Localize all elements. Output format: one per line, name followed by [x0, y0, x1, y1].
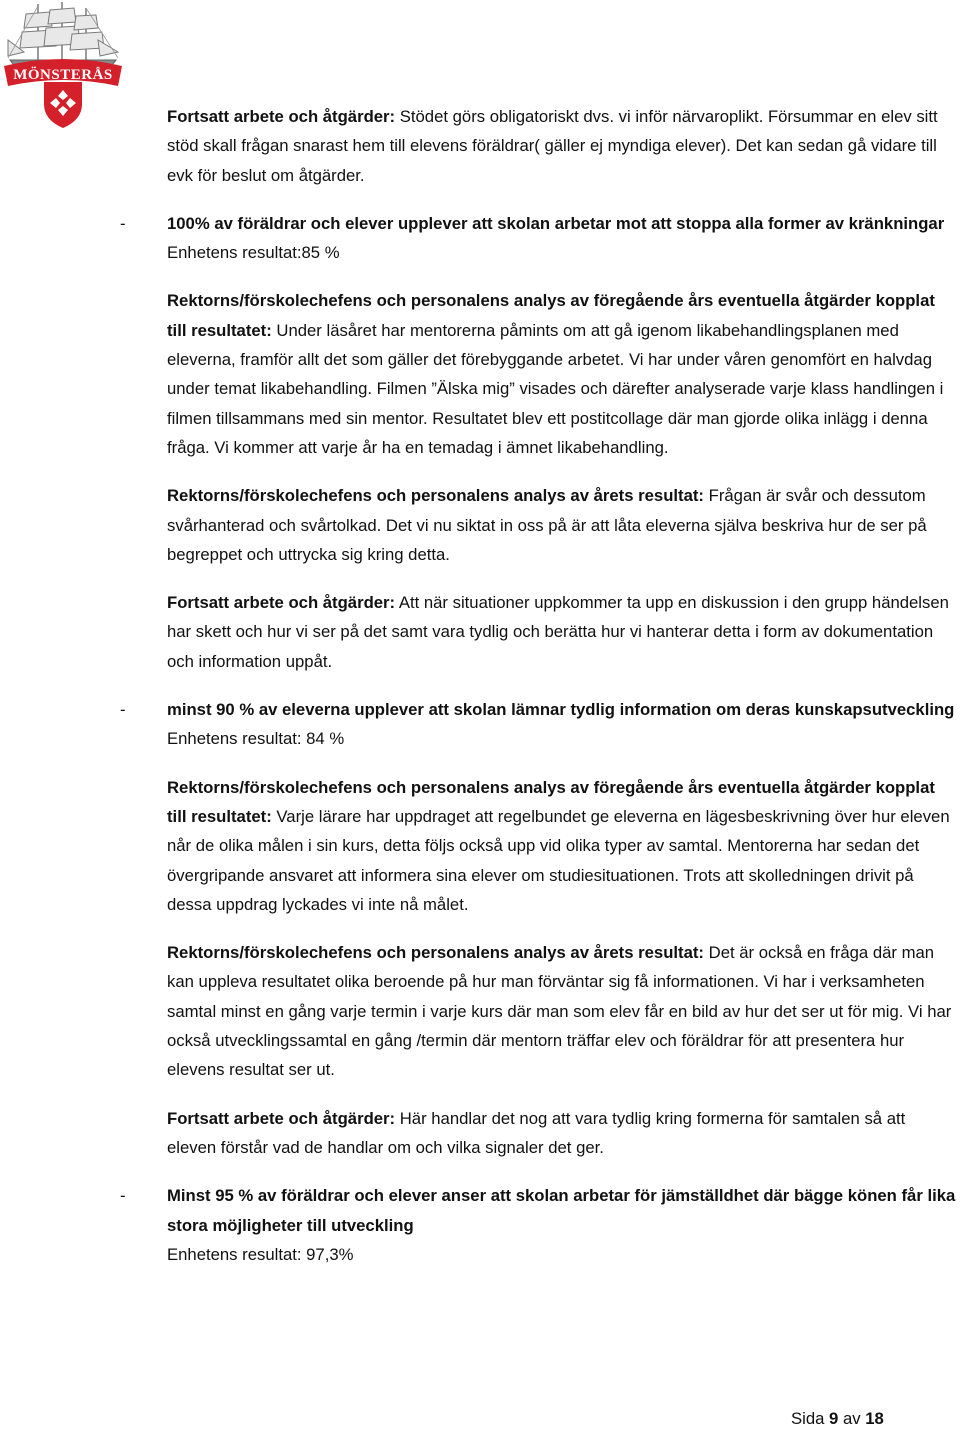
- logo-text: [0, 0, 126, 130]
- paragraph-text: Det är också en fråga där man kan uppleva resultatet olika beroende på hur man förväntar sig få informationen. Vi har i verksamheten samtal minst en gång varje termin i varje kurs där man som elev får en bild av hur det ser ut för mig. Vi har också utvecklingssamtal en gång /termin där mentorn träffar elev och föräldrar för att presentera hur elevens resultat ser ut.: [167, 943, 952, 1080]
- total-pages: 18: [865, 1409, 884, 1428]
- goal-item: [120, 209, 957, 268]
- goal-result: Enhetens resultat: 84 %: [167, 729, 345, 749]
- paragraph-text: Under läsåret har mentorerna påmints om att gå igenom likabehandlingsplanen med eleverna, framför allt det som gäller det förebyggande arbetet. Vi har under våren genomfört en halvdag under temat likabehandling. Filmen ”Älska mig” visades och därefter analyserade varje klass handlingen i filmen tillsammans med sin mentor. Resultatet blev ett postitcollage där man gjorde olika inlägg i denna fråga. Vi kommer att varje år ha en temadag i ämnet likabehandling.: [167, 320, 944, 457]
- goal-title: minst 90 % av eleverna upplever att skolan lämnar tydlig information om deras kunskapsutveckling: [167, 700, 955, 720]
- paragraph-label: Fortsatt arbete och åtgärder:: [167, 593, 396, 613]
- municipality-logo: [0, 0, 126, 130]
- paragraph-label: Rektorns/förskolechefens och personalens analys av föregående års eventuella åtgärder kopplat till resultatet:: [167, 291, 935, 340]
- list-dash: -: [120, 1186, 126, 1206]
- analysis-current-paragraph: [167, 938, 957, 1084]
- goal-result: Enhetens resultat: 97,3%: [167, 1244, 354, 1264]
- paragraph-text: Här handlar det nog att vara tydlig kring formerna för samtalen så att eleven förstår vad de handlar om och vilka signaler det ger.: [167, 1108, 906, 1157]
- continued-work-paragraph: [167, 1104, 957, 1163]
- paragraph-label: Rektorns/förskolechefens och personalens analys av årets resultat:: [167, 943, 704, 963]
- paragraph-label: Fortsatt arbete och åtgärder:: [167, 107, 396, 126]
- analysis-current-paragraph: [167, 481, 957, 569]
- page-prefix: Sida: [791, 1409, 830, 1428]
- goal-item: [120, 695, 957, 754]
- list-dash: -: [120, 213, 126, 233]
- analysis-previous-paragraph: [167, 286, 957, 462]
- list-dash: -: [120, 700, 126, 720]
- page-separator: av: [838, 1409, 866, 1428]
- svg-text:MÖNSTERÅS: MÖNSTERÅS: [13, 67, 113, 83]
- paragraph-label: Rektorns/förskolechefens och personalens analys av föregående års eventuella åtgärder kopplat till resultatet:: [167, 777, 935, 826]
- paragraph-label: Fortsatt arbete och åtgärder:: [167, 1108, 396, 1128]
- paragraph-label: Rektorns/förskolechefens och personalens analys av årets resultat:: [167, 486, 704, 506]
- continued-work-paragraph: [167, 588, 957, 676]
- goal-result: Enhetens resultat:85 %: [167, 243, 340, 263]
- paragraph-text: Stödet görs obligatoriskt dvs. vi inför närvaroplikt. Försummar en elev sitt stöd skall frågan snarast hem till elevens föräldrar( gäller ej myndiga elever). Det kan sedan gå vidare till evk för beslut om åtgärder.: [167, 107, 938, 185]
- paragraph-text: Att när situationer uppkommer ta upp en diskussion i den grupp händelsen har skett och hur vi ser på det samt vara tydlig och berätta hur vi hanterar detta i form av dokumentation och information uppåt.: [167, 593, 949, 671]
- goal-title: 100% av föräldrar och elever upplever att skolan arbetar mot att stoppa alla former av kränkningar: [167, 213, 945, 233]
- current-page: 9: [829, 1409, 839, 1428]
- paragraph-text: Varje lärare har uppdraget att regelbundet ge eleverna en lägesbeskrivning över hur eleven når de olika målen i sin kurs, detta följs också upp vid olika typer av samtal. Mentorerna har sedan det övergripande ansvaret att informera sina elever om studiesituationen. Trots att skolledningen drivit på dessa uppdrag lyckades vi inte nå målet.: [167, 806, 950, 914]
- paragraph-text: Frågan är svår och dessutom svårhanterad och svårtolkad. Det vi nu siktat in oss på är att låta eleverna själva beskriva hur de ser på begreppet och uttrycka sig kring detta.: [167, 486, 927, 564]
- opening-paragraph: [167, 102, 957, 190]
- page-number: [791, 1405, 884, 1433]
- goal-item: [120, 1181, 957, 1269]
- goal-title: Minst 95 % av föräldrar och elever anser att skolan arbetar för jämställdhet där bägge könen får lika stora möjligheter till utveckling: [167, 1186, 956, 1235]
- analysis-previous-paragraph: [167, 773, 957, 919]
- document-body: [120, 102, 957, 1288]
